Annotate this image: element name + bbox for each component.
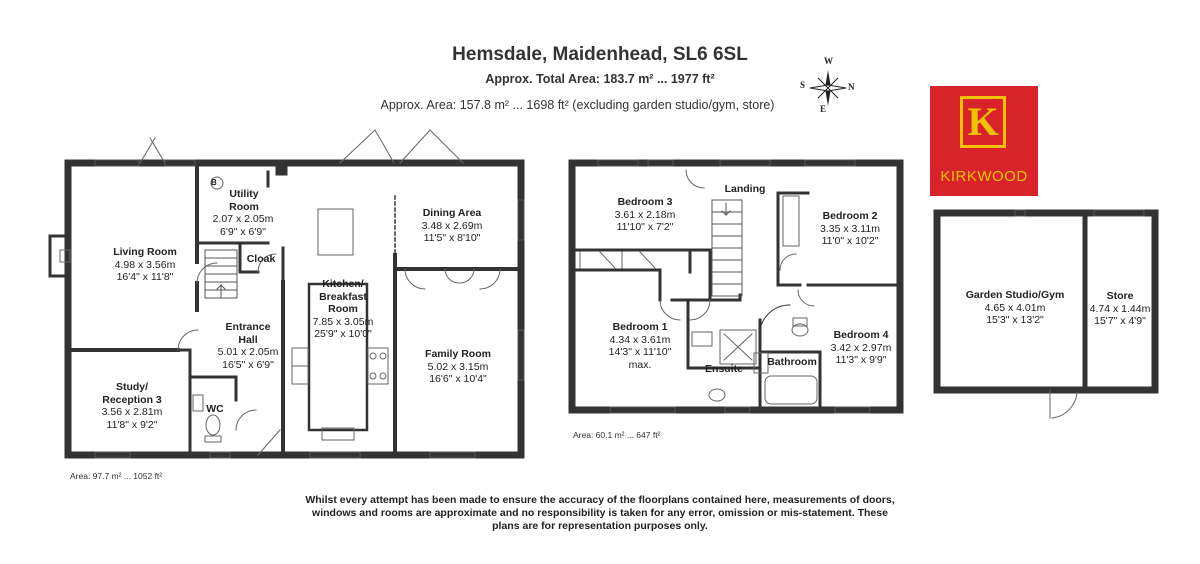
room-study: Study/ Reception 3 3.56 x 2.81m 11'8" x 9'2" [101,381,163,431]
kirkwood-logo [930,86,1038,196]
room-utility: Utility Room 2.07 x 2.05m 6'9" x 6'9" [212,188,274,238]
boiler-label: B [211,178,217,187]
disclaimer: Whilst every attempt has been made to ensure the accuracy of the floorplans contained here, measurements of doors, windows and rooms are approximate and no responsibility is taken for any error, omission or mis-statement. These plans are for representation purposes only. [305,494,895,532]
room-ensuite: Ensuite [705,363,743,375]
first-floor-stairs [712,200,742,296]
room-family: Family Room 5.02 x 3.15m 16'6" x 10'4" [425,348,491,385]
room-living: Living Room 4.98 x 3.56m 16'4" x 11'8" [113,246,177,283]
partial-area: Approx. Area: 157.8 m² ... 1698 ft² (excluding garden studio/gym, store) [380,98,775,112]
outbuilding-doors [1050,390,1077,418]
ground-floor-area: Area: 97.7 m² ... 1052 ft² [70,471,163,481]
total-area: Approx. Total Area: 183.7 m² ... 1977 ft² [485,72,715,86]
logo-monogram: K [960,96,1006,148]
compass-north: W [824,56,833,66]
room-hall: Entrance Hall 5.01 x 2.05m 16'5" x 6'9" [217,321,279,371]
logo-wordmark: KIRKWOOD [940,168,1028,185]
room-bedroom-2: Bedroom 2 3.35 x 3.11m 11'0" x 10'2" [820,210,880,247]
room-wc: WC [206,403,224,415]
room-cloak: Cloak [246,253,276,265]
room-bedroom-1: Bedroom 1 4.34 x 3.61m 14'3" x 11'10" max. [608,321,672,371]
room-store: Store 4.74 x 1.44m 15'7" x 4'9" [1089,290,1151,327]
room-landing: Landing [724,183,766,195]
page-title: Hemsdale, Maidenhead, SL6 6SL [452,44,748,65]
room-garden-studio: Garden Studio/Gym 4.65 x 4.01m 15'3" x 13'2" [965,289,1065,326]
compass-south: E [820,104,827,114]
room-dining: Dining Area 3.48 x 2.69m 11'5" x 8'10" [421,207,483,244]
compass-west: S [800,80,806,90]
compass-east: N [848,82,855,92]
room-kitchen: Kitchen/ Breakfast Room 7.85 x 3.05m 25'9" x 10'0" [312,278,374,340]
room-bathroom: Bathroom [767,356,817,368]
room-bedroom-3: Bedroom 3 3.61 x 2.18m 11'10" x 7'2" [614,196,676,233]
compass-rose [800,56,856,116]
first-floor-area: Area: 60.1 m² ... 647 ft² [573,430,661,440]
ground-floor-stairs [205,250,237,298]
room-bedroom-4: Bedroom 4 3.42 x 2.97m 11'3" x 9'9" [830,329,892,366]
